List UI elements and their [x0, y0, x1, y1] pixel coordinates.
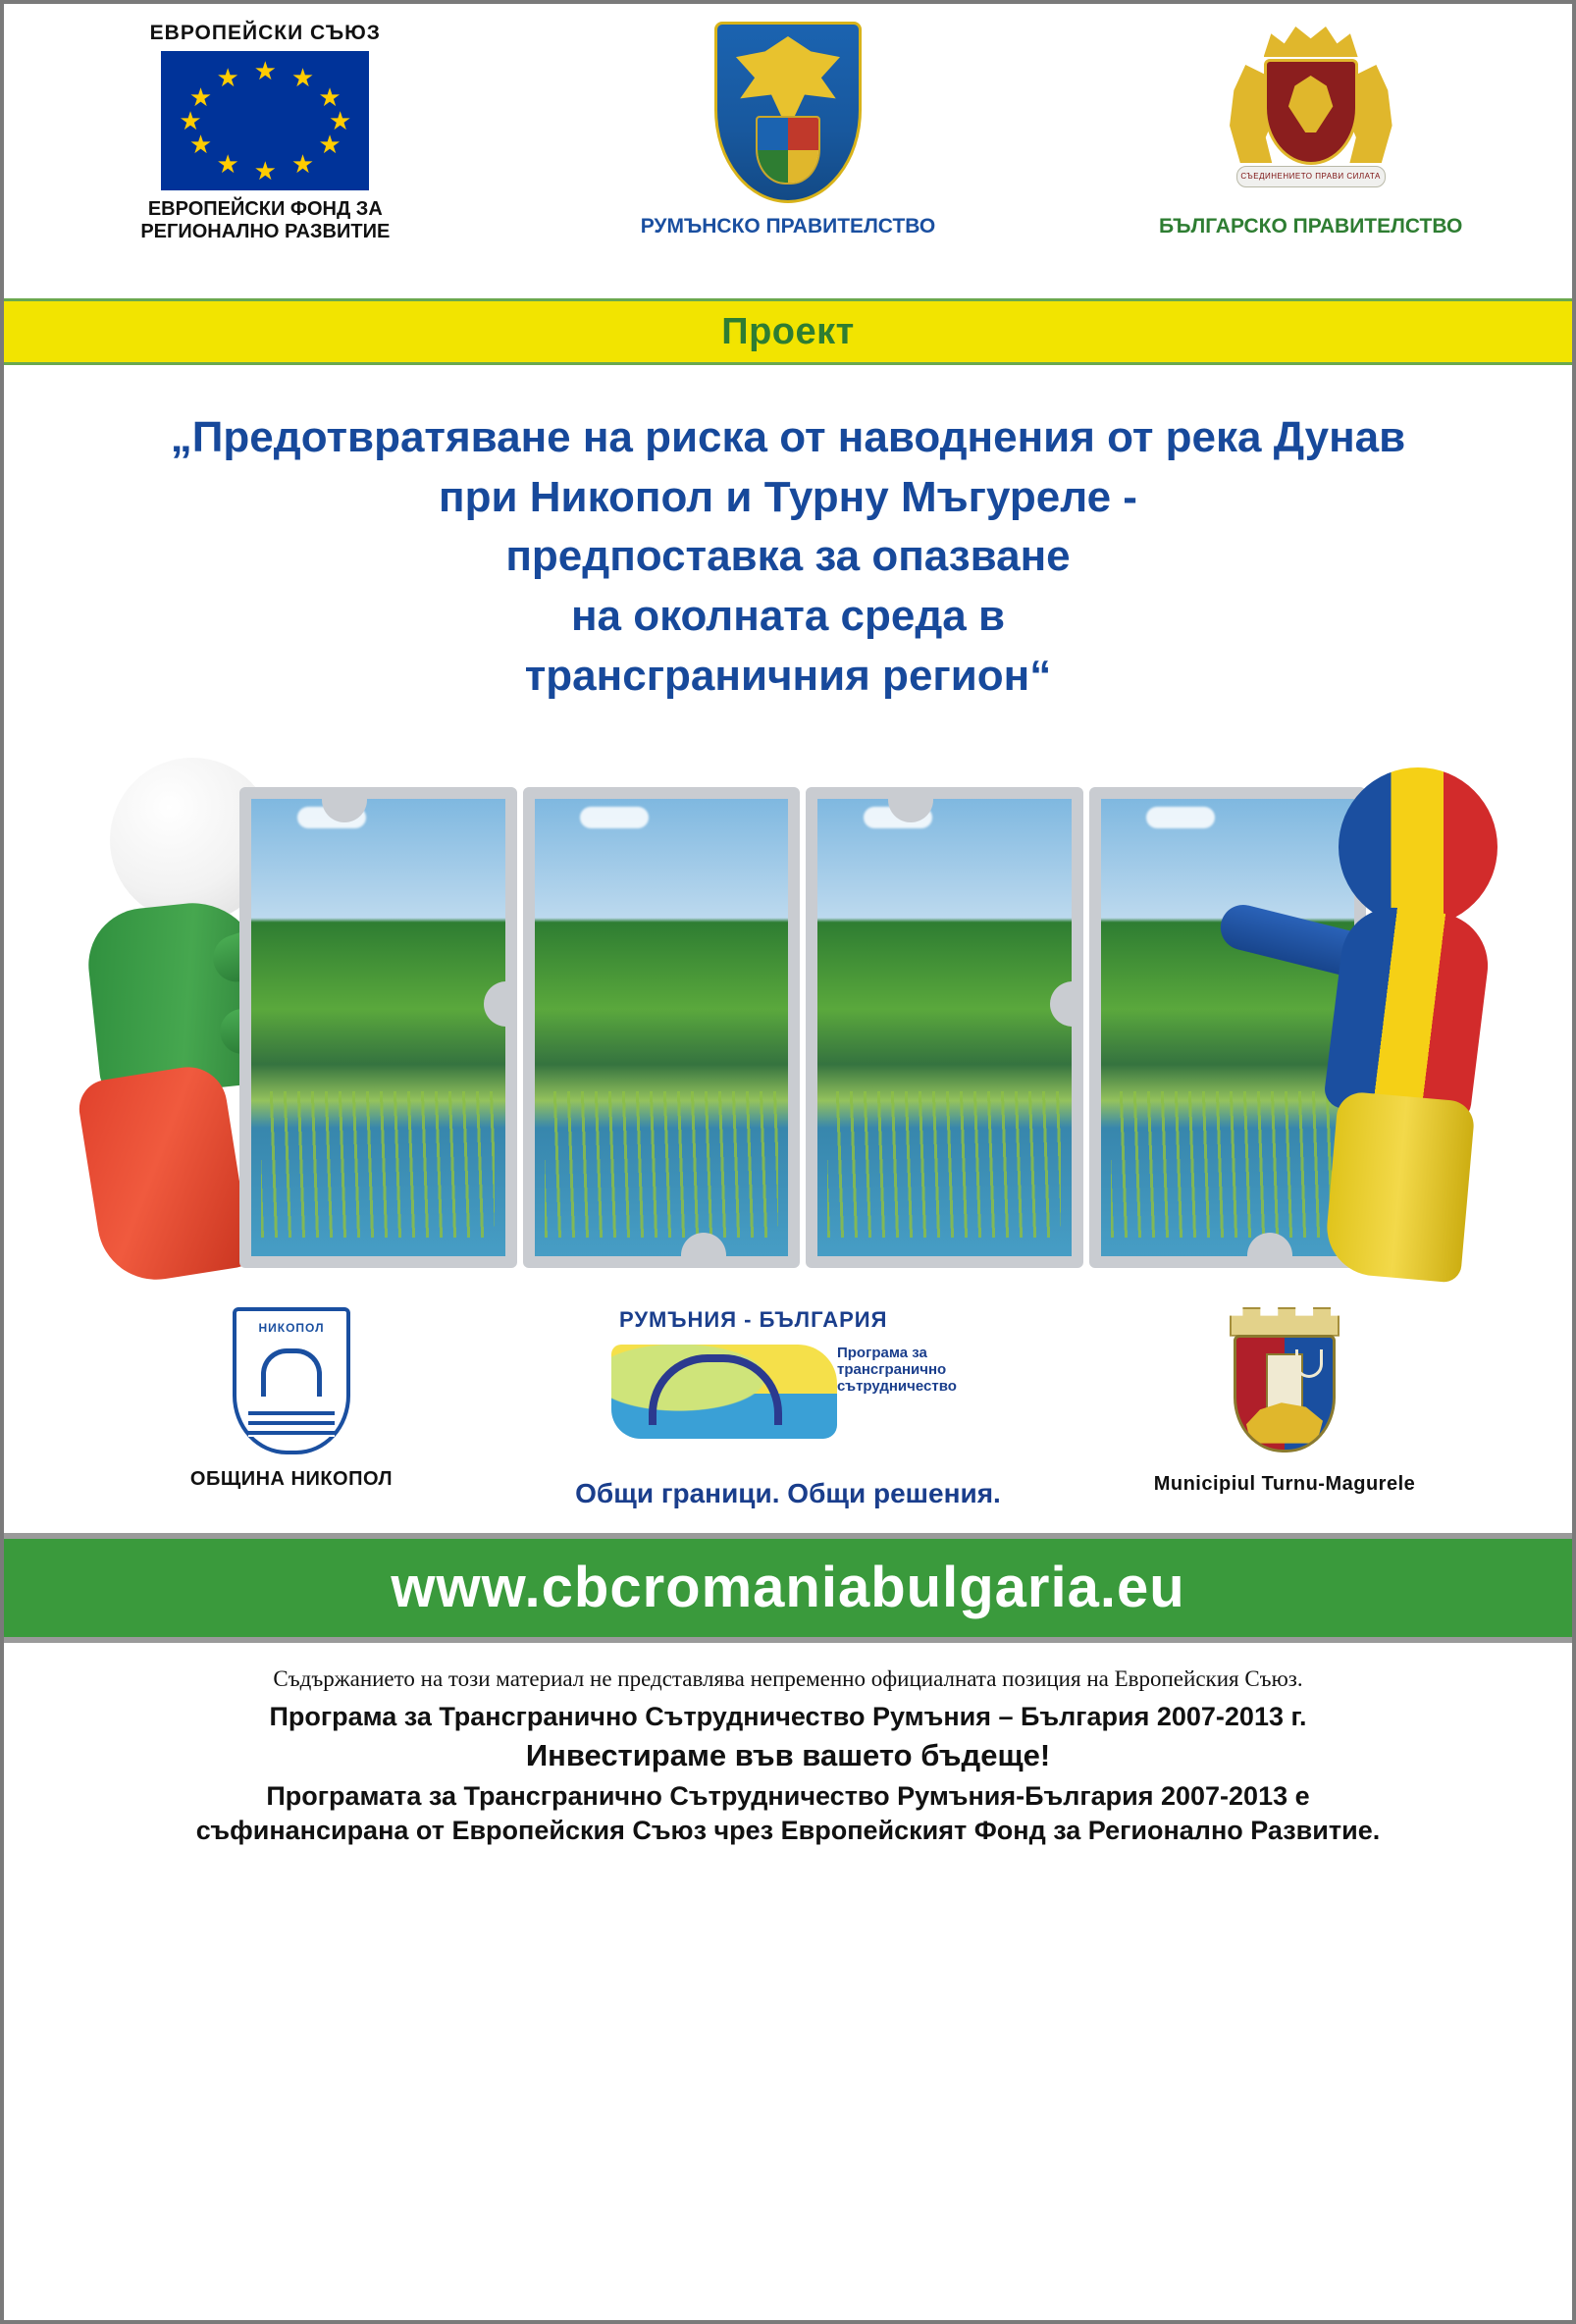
- figure-head-flag-icon: [1339, 767, 1497, 926]
- programme-subtitle-line1: Програма за: [836, 1344, 927, 1361]
- reeds-texture: [545, 1091, 778, 1238]
- title-line-4: на околната среда в: [570, 592, 1006, 641]
- programme-logo: [592, 1307, 984, 1474]
- footer-cofinance-line2: съфинансирана от Европейския Съюз чрез Европейският Фонд за Регионално Развитие.: [195, 1816, 1381, 1846]
- programme-subtitle-line2: трансгранично: [836, 1360, 947, 1378]
- eu-star-icon: ★: [188, 81, 213, 112]
- bulgaria-motto-ribbon: СЪЕДИНЕНИЕТО ПРАВИ СИЛАТА: [1236, 166, 1386, 187]
- turnu-shield-icon: [1234, 1335, 1336, 1452]
- partner-turnu-magurele: [1061, 1307, 1507, 1496]
- eu-star-icon: ★: [290, 62, 315, 92]
- eu-caption-top: ЕВРОПЕЙСКИ СЪЮЗ: [149, 22, 381, 44]
- reeds-texture: [827, 1091, 1061, 1238]
- turnu-magurele-caption: Municipiul Turnu-Magurele: [1153, 1472, 1416, 1495]
- figure-legs-red: [75, 1061, 252, 1288]
- eu-star-icon: ★: [290, 149, 315, 180]
- puzzle-knob: [484, 981, 517, 1027]
- eu-star-icon: ★: [216, 149, 239, 180]
- figure-romania: [1278, 767, 1503, 1278]
- figure-legs-yellow: [1323, 1090, 1476, 1283]
- eu-caption-bottom: [7, 198, 524, 243]
- eu-star-icon: ★: [216, 62, 239, 92]
- bulgaria-logo-block: [1052, 22, 1569, 238]
- lion-icon: [1246, 1400, 1323, 1444]
- project-band: [4, 298, 1572, 365]
- illustration: [43, 728, 1533, 1278]
- cloud-icon: [1146, 807, 1215, 828]
- anchor-icon: [1295, 1349, 1323, 1378]
- waves-icon: [248, 1411, 335, 1437]
- mural-crown-icon: [1230, 1307, 1340, 1337]
- title-line-1: „Предотвратяване на риска от наводнения от река Дунав: [170, 413, 1406, 461]
- website-url[interactable]: www.cbcromaniabulgaria.eu: [391, 1556, 1185, 1620]
- puzzle-knob: [1050, 981, 1083, 1027]
- footer-programme: Програма за Трансгранично Сътрудничество Румъния – България 2007-2013 г.: [269, 1701, 1307, 1731]
- programme-title: РУМЪНИЯ - БЪЛГАРИЯ: [618, 1306, 888, 1332]
- eu-star-icon: ★: [179, 106, 202, 135]
- cloud-icon: [580, 807, 649, 828]
- gate-icon: [261, 1348, 322, 1397]
- programme-subtitle: [837, 1345, 984, 1396]
- turnu-magurele-coat-of-arms-icon: [1221, 1307, 1348, 1459]
- eu-caption-bottom-line1: ЕВРОПЕЙСКИ ФОНД ЗА: [147, 198, 383, 220]
- title-line-2: при Никопол и Турну Мъгуреле -: [439, 472, 1137, 521]
- puzzle-piece: [523, 787, 801, 1268]
- nikopol-coat-of-arms-icon: [233, 1307, 350, 1454]
- partner-logos: [4, 1278, 1572, 1523]
- eu-star-icon: ★: [253, 156, 277, 186]
- footer-disclaimer: Съдържанието на този материал не представлява непременно официалната позиция на Европейския Съюз.: [273, 1665, 1303, 1691]
- romania-logo-block: [529, 22, 1046, 238]
- eu-star-icon: ★: [188, 130, 213, 160]
- romania-inner-shield-icon: [756, 116, 820, 185]
- puzzle-piece: [806, 787, 1083, 1268]
- puzzle-piece: [239, 787, 517, 1268]
- footer: [4, 1643, 1572, 1859]
- eu-flag-icon: [161, 51, 369, 190]
- figure-body-flag: [1323, 901, 1494, 1124]
- nikopol-caption: ОБЩИНА НИКОПОЛ: [189, 1467, 394, 1490]
- partner-nikopol: [68, 1307, 514, 1491]
- eu-star-icon: ★: [318, 130, 341, 160]
- bulgaria-government-caption: БЪЛГАРСКО ПРАВИТЕЛСТВО: [1158, 215, 1463, 238]
- bulgaria-coat-of-arms-icon: [1213, 22, 1409, 203]
- eu-star-icon: ★: [253, 55, 277, 85]
- puzzle-landscape: [239, 787, 1366, 1268]
- reeds-texture: [261, 1091, 495, 1238]
- project-label: Проект: [721, 310, 855, 352]
- puzzle-knob: [681, 1233, 726, 1268]
- programme-subtitle-line3: сътрудничество: [836, 1378, 957, 1396]
- website-band[interactable]: [4, 1533, 1572, 1643]
- header-logo-strip: [4, 4, 1572, 298]
- romania-coat-of-arms-icon: [714, 22, 862, 203]
- eu-caption-bottom-line2: РЕГИОНАЛНО РАЗВИТИЕ: [140, 221, 391, 242]
- title-line-5: трансграничния регион“: [524, 651, 1052, 700]
- project-title: [4, 365, 1572, 716]
- eu-logo-block: [7, 22, 524, 243]
- bulgaria-shield-icon: [1264, 59, 1358, 165]
- romania-government-caption: РУМЪНСКО ПРАВИТЕЛСТВО: [640, 215, 936, 238]
- footer-cofinance-line1: Програмата за Трансгранично Сътрудничество Румъния-България 2007-2013 е: [266, 1780, 1310, 1811]
- programme-slogan: Общи граници. Общи решения.: [575, 1477, 1001, 1508]
- nikopol-arms-label: НИКОПОЛ: [258, 1320, 325, 1335]
- footer-invest-slogan: Инвестираме във вашето бъдеще!: [525, 1737, 1051, 1772]
- eu-star-icon: ★: [318, 81, 341, 112]
- title-line-3: предпоставка за опазване: [505, 532, 1071, 581]
- crown-icon: [1264, 22, 1358, 57]
- eu-star-icon: ★: [328, 106, 352, 135]
- partner-programme: [564, 1307, 1011, 1509]
